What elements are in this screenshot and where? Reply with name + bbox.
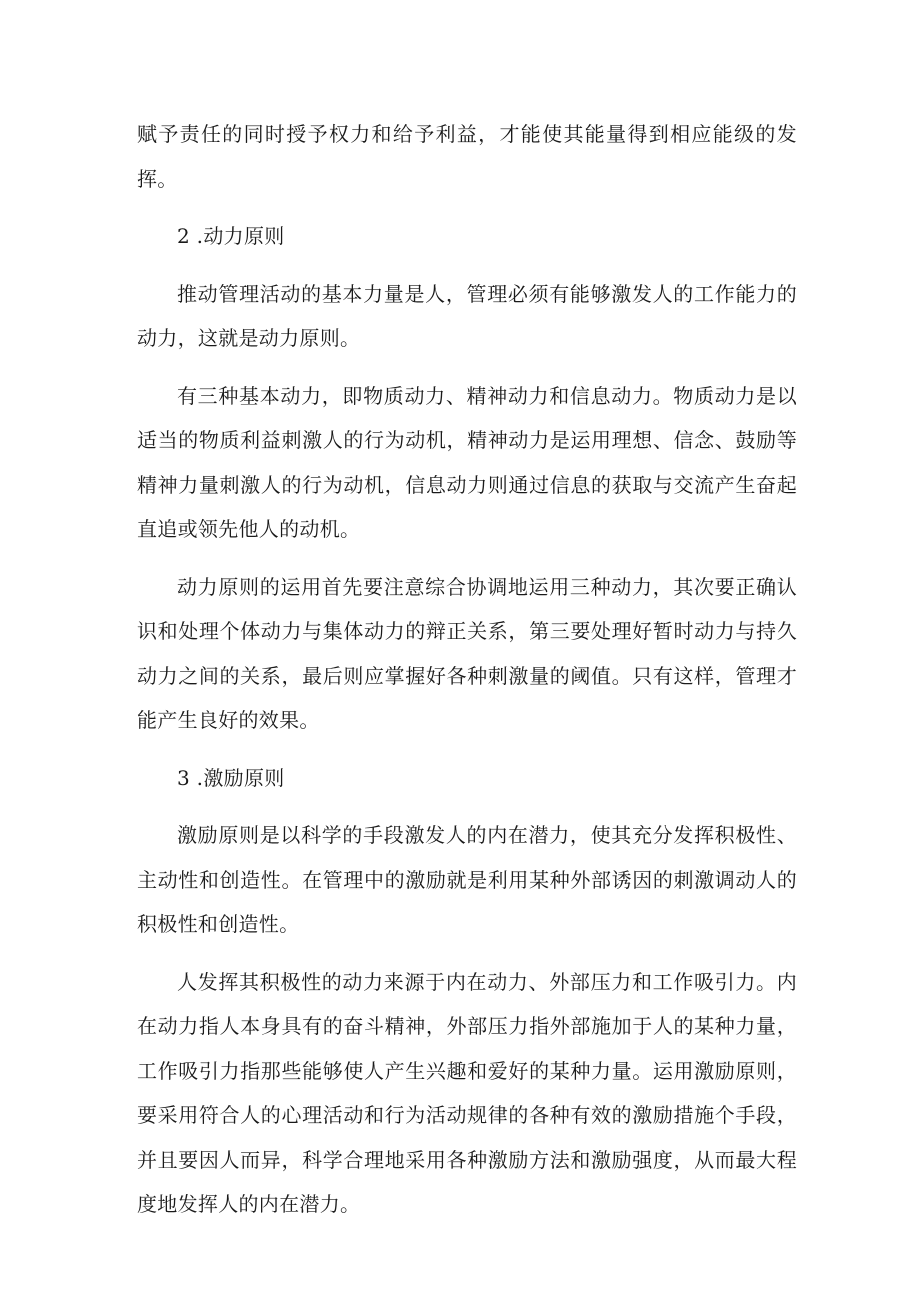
paragraph: 动力原则的运用首先要注意综合协调地运用三种动力，其次要正确认识和处理个体动力与集体动力的辩正关系，第三要处理好暂时动力与持久动力之间的关系，最后则应掌握好各种刺激量的阈值。只有这样，管理才能产生良好的效果。 <box>137 574 797 732</box>
section-heading-incentive: 3 .激励原则 <box>177 765 285 790</box>
paragraph: 人发挥其积极性的动力来源于内在动力、外部压力和工作吸引力。内在动力指人本身具有的奋斗精神，外部压力指外部施加于人的某种力量，工作吸引力指那些能够使人产生兴趣和爱好的某种力量。运用激励原则，要采用符合人的心理活动和行为活动规律的各种有效的激励措施个手段，并且要因人而异，科学合理地采用各种激励方法和激励强度，从而最大程度地发挥人的内在潜力。 <box>137 969 797 1216</box>
paragraph: 激励原则是以科学的手段激发人的内在潜力，使其充分发挥积极性、主动性和创造性。在管理中的激励就是利用某种外部诱因的刺激调动人的积极性和创造性。 <box>137 823 797 936</box>
document-body <box>137 112 797 1240</box>
paragraph: 推动管理活动的基本力量是人，管理必须有能够激发人的工作能力的动力，这就是动力原则。 <box>137 281 797 350</box>
paragraph-continuation: 赋予责任的同时授予权力和给予利益，才能使其能量得到相应能级的发挥。 <box>137 122 797 191</box>
section-heading-dynamics: 2 .动力原则 <box>177 224 285 248</box>
paragraph: 有三种基本动力，即物质动力、精神动力和信息动力。物质动力是以适当的物质利益刺激人的行为动机，精神动力是运用理想、信念、鼓励等精神力量刺激人的行为动机，信息动力则通过信息的获取与交流产生奋起直追或领先他人的动机。 <box>137 383 797 541</box>
